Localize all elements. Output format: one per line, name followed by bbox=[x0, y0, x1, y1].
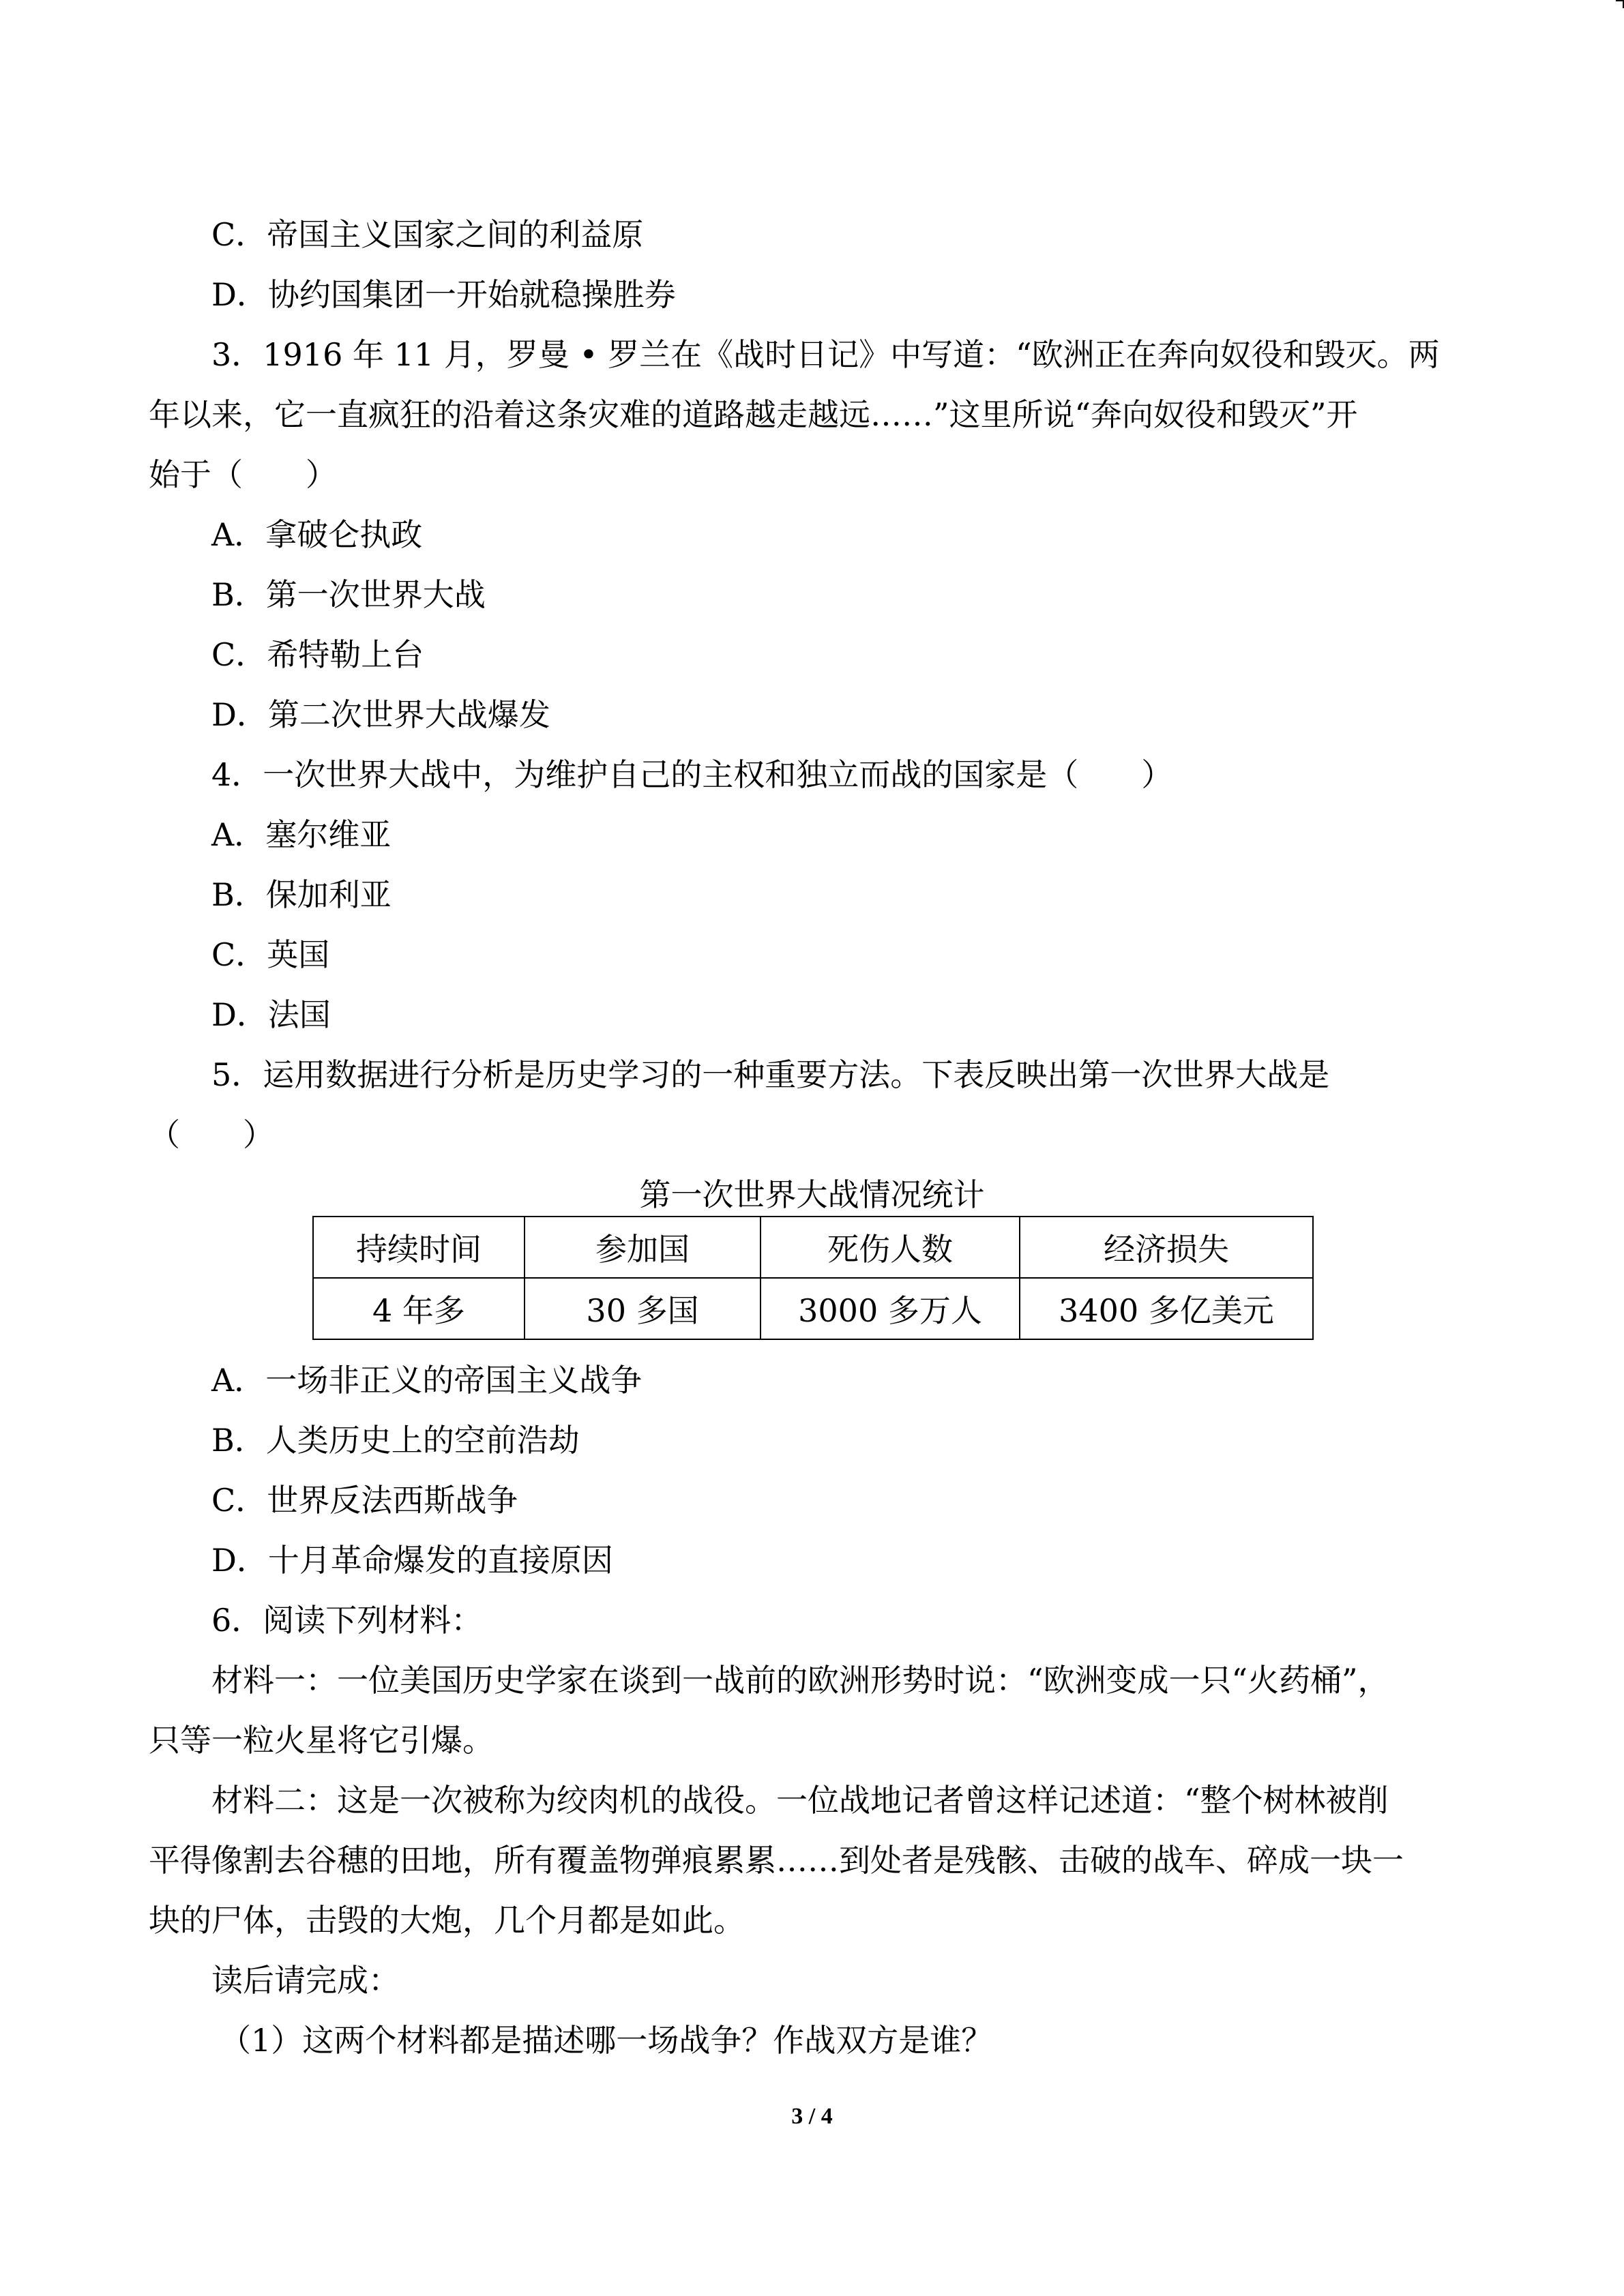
material-2-line1: 材料二：这是一次被称为绞肉机的战役。一位战地记者曾这样记述道：“整个树林被削 bbox=[211, 1782, 1389, 1819]
q5-stem-line1: 5．运用数据进行分析是历史学习的一种重要方法。下表反映出第一次世界大战是 bbox=[211, 1056, 1330, 1093]
table-header-cell: 参加国 bbox=[525, 1217, 761, 1278]
q5-option-c: C．世界反法西斯战争 bbox=[211, 1482, 518, 1519]
table-cell: 30 多国 bbox=[525, 1278, 761, 1339]
table-cell: 4 年多 bbox=[313, 1278, 525, 1339]
q3-option-c: C．希特勒上台 bbox=[211, 636, 424, 673]
q5-option-a: A．一场非正义的帝国主义战争 bbox=[211, 1362, 643, 1399]
table-cell: 3400 多亿美元 bbox=[1020, 1278, 1313, 1339]
material-1-line1: 材料一：一位美国历史学家在谈到一战前的欧洲形势时说：“欧洲变成一只“火药桶”， bbox=[211, 1662, 1389, 1699]
q4-option-a: A．塞尔维亚 bbox=[211, 816, 392, 853]
q3-stem-line2: 年以来，它一直疯狂的沿着这条灾难的道路越走越远……”这里所说“奔向奴役和毁灭”开 bbox=[149, 396, 1358, 433]
q2-option-c: C．帝国主义国家之间的利益原 bbox=[211, 216, 644, 253]
q3-option-a: A．拿破仑执政 bbox=[211, 516, 423, 553]
table-header-cell: 死伤人数 bbox=[761, 1217, 1020, 1278]
material-1-line2: 只等一粒火星将它引爆。 bbox=[149, 1722, 494, 1759]
table-caption: 第一次世界大战情况统计 bbox=[639, 1176, 985, 1213]
q5-stem-line2: （ ） bbox=[149, 1116, 274, 1153]
q3-option-b: B．第一次世界大战 bbox=[211, 576, 486, 613]
q4-option-c: C．英国 bbox=[211, 936, 330, 973]
ww1-stats-table bbox=[312, 1216, 1314, 1340]
table-header-cell: 持续时间 bbox=[313, 1217, 525, 1278]
q3-option-d: D．第二次世界大战爆发 bbox=[211, 696, 550, 733]
table-cell: 3000 多万人 bbox=[761, 1278, 1020, 1339]
q2-option-d: D．协约国集团一开始就稳操胜券 bbox=[211, 276, 676, 313]
read-prompt: 读后请完成： bbox=[211, 1962, 400, 1999]
material-2-line3: 块的尸体，击毁的大炮，几个月都是如此。 bbox=[149, 1902, 745, 1939]
q4-option-d: D．法国 bbox=[211, 996, 331, 1033]
table-header-row bbox=[313, 1217, 1313, 1278]
q5-option-b: B．人类历史上的空前浩劫 bbox=[211, 1422, 580, 1459]
q3-stem-line3: 始于（ ） bbox=[149, 456, 337, 493]
q4-option-b: B．保加利亚 bbox=[211, 876, 392, 913]
q4-stem: 4．一次世界大战中，为维护自己的主权和独立而战的国家是（ ） bbox=[211, 756, 1173, 793]
corner-crop-mark bbox=[1616, 0, 1624, 8]
table-header-cell: 经济损失 bbox=[1020, 1217, 1313, 1278]
material-2-line2: 平得像割去谷穗的田地，所有覆盖物弹痕累累……到处者是残骸、击破的战车、碎成一块一 bbox=[149, 1842, 1404, 1879]
q5-option-d: D．十月革命爆发的直接原因 bbox=[211, 1542, 613, 1579]
subquestion-1: （1）这两个材料都是描述哪一场战争？作战双方是谁？ bbox=[220, 2022, 993, 2059]
page-number: 3 / 4 bbox=[791, 2104, 833, 2129]
q3-stem-line1: 3．1916 年 11 月，罗曼 • 罗兰在《战时日记》中写道：“欧洲正在奔向奴役和毁灭。两 bbox=[211, 336, 1440, 373]
q6-stem: 6．阅读下列材料： bbox=[211, 1602, 483, 1639]
table-row bbox=[313, 1278, 1313, 1339]
